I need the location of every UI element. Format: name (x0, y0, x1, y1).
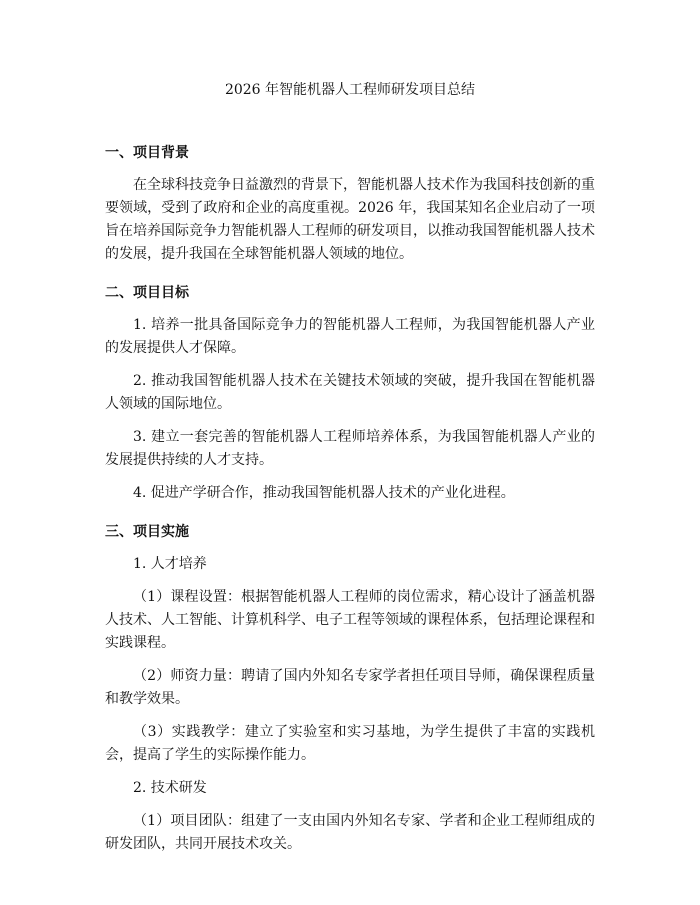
background-paragraph: 在全球科技竞争日益激烈的背景下，智能机器人技术作为我国科技创新的重要领域，受到了政府和企业的高度重视。2026 年，我国某知名企业启动了一项旨在培养国际竞争力智能机器人工程师的研发项目，以推动我国智能机器人技术的发展，提升我国在全球智能机器人领域的地位。 (105, 177, 595, 262)
implementation-subheading: 2. 技术研发 (133, 780, 207, 796)
goal-item: 2. 推动我国智能机器人技术在关键技术领域的突破，提升我国在智能机器人领域的国际地位。 (105, 373, 595, 412)
goal-item: 4. 促进产学研合作，推动我国智能机器人技术的产业化进程。 (133, 485, 515, 501)
implementation-item: （1）课程设置：根据智能机器人工程师的岗位需求，精心设计了涵盖机器人技术、人工智能、计算机科学、电子工程等领域的课程体系，包括理论课程和实践课程。 (105, 589, 595, 651)
section-heading-implementation: 三、项目实施 (105, 524, 189, 540)
goal-item: 1. 培养一批具备国际竞争力的智能机器人工程师，为我国智能机器人产业的发展提供人才保障。 (105, 317, 595, 356)
implementation-item: （2）师资力量：聘请了国内外知名专家学者担任项目导师，确保课程质量和教学效果。 (105, 668, 595, 707)
goal-item: 3. 建立一套完善的智能机器人工程师培养体系，为我国智能机器人产业的发展提供持续的人才支持。 (105, 429, 595, 468)
implementation-item: （1）项目团队：组建了一支由国内外知名专家、学者和企业工程师组成的研发团队，共同开展技术攻关。 (105, 813, 595, 852)
section-heading-background: 一、项目背景 (105, 145, 189, 161)
document-body (105, 142, 595, 866)
implementation-item: （3）实践教学：建立了实验室和实习基地，为学生提供了丰富的实践机会，提高了学生的实际操作能力。 (105, 724, 595, 763)
implementation-subheading: 1. 人才培养 (133, 556, 207, 572)
document-title: 2026 年智能机器人工程师研发项目总结 (224, 82, 476, 98)
section-heading-goals: 二、项目目标 (105, 285, 189, 301)
